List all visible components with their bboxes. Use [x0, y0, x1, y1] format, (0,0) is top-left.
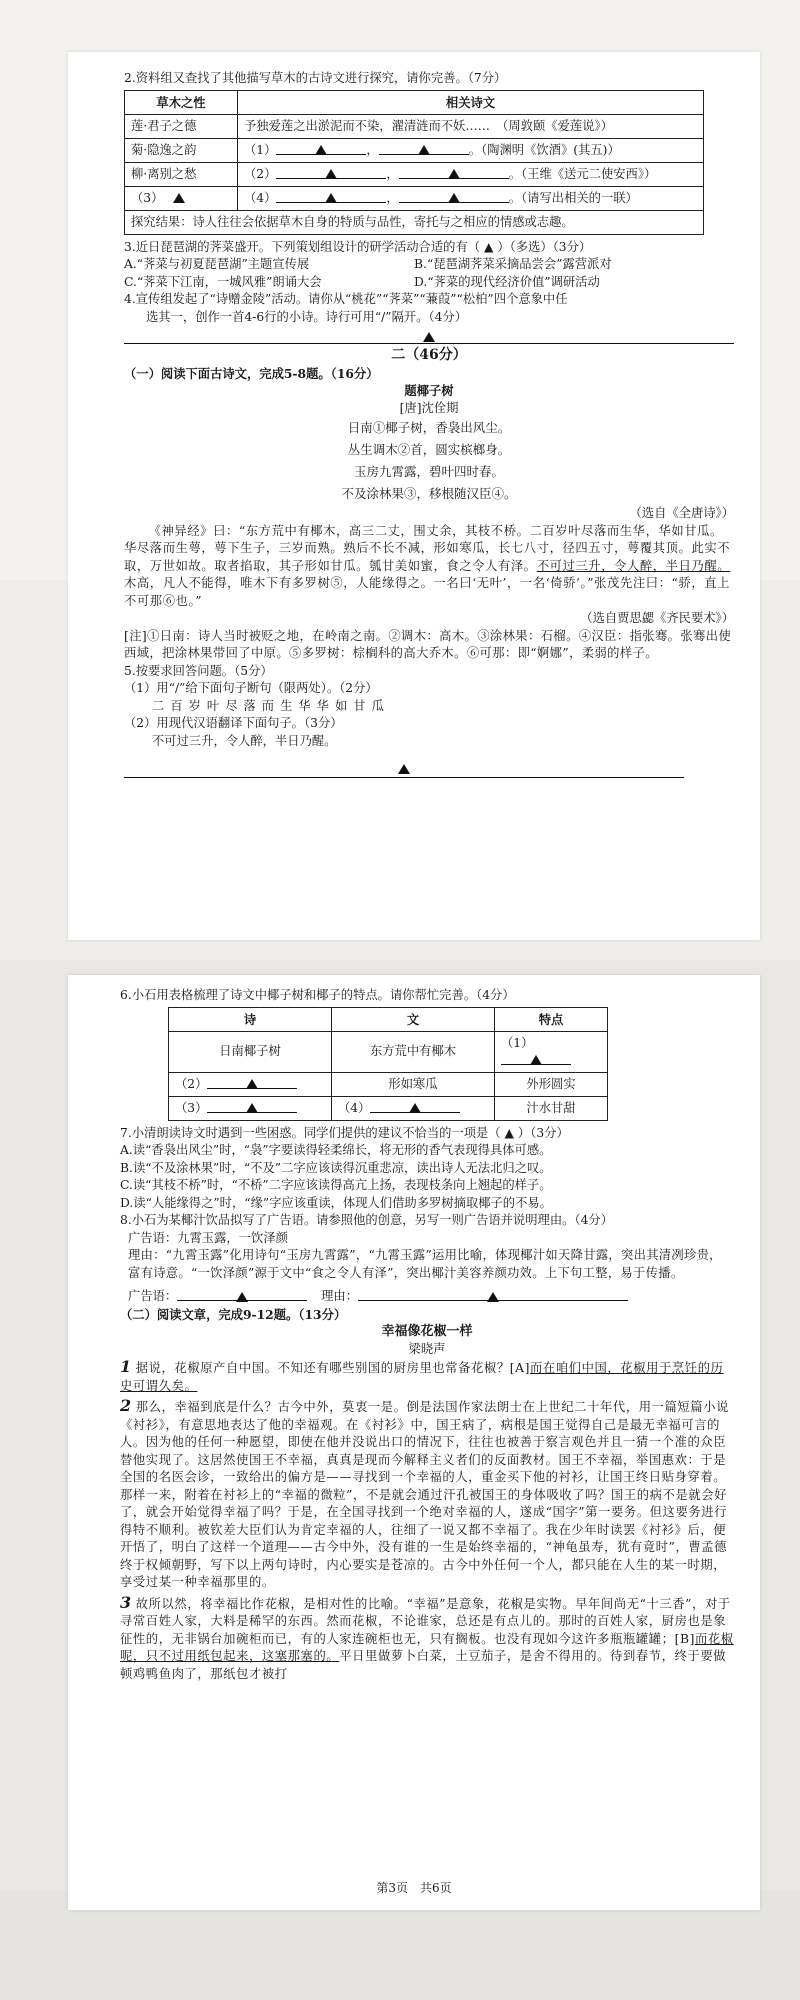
- exam-sheet-bottom: [68, 975, 760, 1910]
- q5-title: 5.按要求回答问题。（5分）: [124, 663, 273, 678]
- q3-option-d[interactable]: D.“荠菜的现代经济价值”调研活动: [414, 274, 600, 289]
- triangle-icon: [423, 332, 435, 342]
- blank-label: （3）: [175, 1100, 208, 1115]
- poem-author: [唐]沈佺期: [399, 400, 459, 415]
- underlined-sentence-b: 而花椒呢，只不过用纸包起来，这塞那塞的。: [120, 1631, 734, 1663]
- essay-author: 梁晓声: [408, 1341, 446, 1356]
- blank-label: （4）: [244, 190, 277, 205]
- q4-answer-area[interactable]: [124, 326, 734, 340]
- q6-cell: 形如寒瓜: [332, 1072, 495, 1096]
- q2-conclusion: 探究结果：诗人往往会依据草木自身的特质与品性，寄托与之相应的情感或志趣。: [125, 210, 704, 234]
- blank-label: （2）: [244, 166, 277, 181]
- blank-label: （3）: [131, 190, 164, 205]
- q2-answer-row-3: （4） ， 。（请写出相关的一联）: [238, 186, 704, 210]
- blank-label: （2）: [175, 1076, 208, 1091]
- q8-answer-row: [120, 1288, 734, 1306]
- q8-sample-ad: 广告语：九霄玉露，一饮泽颜: [128, 1230, 288, 1245]
- q5-1-sentence[interactable]: 二百岁叶尽落而生华华如甘瓜: [152, 698, 390, 713]
- poem-body: [124, 417, 734, 505]
- triangle-icon: [173, 193, 185, 203]
- triangle-icon: [325, 169, 337, 179]
- q2-answer-row-1: （1） ， 。（陶渊明《饮酒》(其五)）: [238, 138, 704, 162]
- answer-blank[interactable]: [379, 142, 469, 155]
- triangle-icon: [487, 1292, 499, 1302]
- part-2-heading: （二）阅读文章，完成9-12题。（13分）: [120, 1306, 347, 1322]
- ad-label: 广告语：: [128, 1289, 178, 1303]
- q2-title: 2.资料组又查找了其他描写草木的古诗文进行探究，请你完善。（7分）: [124, 71, 507, 85]
- answer-blank[interactable]: [399, 190, 509, 203]
- q7-option-c[interactable]: C.读“其枝不桥”时，“不桥”二字应该读得高亢上扬，表现枝条向上翘起的样子。: [120, 1178, 552, 1192]
- q6-answer-1[interactable]: [495, 1031, 608, 1072]
- q6-cell: 日南椰子树: [169, 1031, 332, 1072]
- paragraph-number: 3: [120, 1592, 132, 1612]
- essay-paragraph-2: [120, 1397, 734, 1592]
- q2-cell-3: [125, 186, 238, 210]
- q7-title: 7.小清朗读诗文时遇到一些困惑。同学们提供的建议不恰当的一项是（ ▲ ）（3分）: [120, 1125, 569, 1140]
- q6-answer-4[interactable]: [332, 1096, 495, 1120]
- q6-cell: 东方荒中有椰木: [332, 1031, 495, 1072]
- q2-cell-chrysanthemum: 菊·隐逸之韵: [125, 138, 238, 162]
- blank-source: 。（陶渊明《饮酒》(其五)）: [468, 142, 620, 157]
- q2-answer-row-2: （2） ， 。（王维《送元二使安西》）: [238, 162, 704, 186]
- triangle-icon: [409, 1103, 421, 1113]
- q6-cell: 汁水甘甜: [495, 1096, 608, 1120]
- prose-underlined: 不可过三升，令人醉，半日乃醒。: [536, 558, 731, 573]
- q5-2-sentence: 不可过三升，令人醉，半日乃醒。: [152, 733, 337, 748]
- divider: [124, 343, 734, 344]
- essay-title: 幸福像花椒一样: [381, 1324, 473, 1339]
- q3-title: 3.近日琵琶湖的荠菜盛开。下列策划组设计的研学活动合适的有（ ▲ ）（多选）（3分）: [124, 239, 592, 254]
- q6-cell: 外形圆实: [495, 1072, 608, 1096]
- paragraph-text: 据说，花椒原产自中国。不知还有哪些别国的厨房里也常备花椒？[A]: [135, 1361, 531, 1375]
- triangle-icon: [246, 1079, 258, 1089]
- exam-sheet-top: [68, 52, 760, 940]
- q3-option-a[interactable]: A.“荠菜与初夏琵琶湖”主题宣传展: [124, 257, 310, 271]
- q6-header-prose: 文: [332, 1007, 495, 1031]
- answer-blank[interactable]: [399, 166, 509, 179]
- paragraph-text: 平日里做萝卜白菜，土豆茄子，是舍不得用的。待到春节，终于要做顿鸡鸭鱼肉了，那纸包才被打: [120, 1649, 727, 1681]
- q6-header-poem: 诗: [169, 1007, 332, 1031]
- page-number: 第3页 共6页: [376, 1881, 452, 1895]
- triangle-icon: [315, 145, 327, 155]
- q7-option-a[interactable]: A.读“香袅出风尘”时，“袅”字要读得轻柔绵长，将无形的香气表现得具体可感。: [120, 1143, 552, 1157]
- essay-paragraph-1: [120, 1358, 734, 1395]
- answer-blank[interactable]: [276, 142, 366, 155]
- triangle-icon: [246, 1103, 258, 1113]
- paragraph-text: 故所以然，将幸福比作花椒，是相对性的比喻。“幸福”是意象，花椒是实物。早年间尚无“十三香”，对于寻常百姓人家，大料是稀罕的东西。然而花椒，不论谁家，总还是有点儿的。那时的百姓人家，厨房也是象征性的，无非锅台加碗柜而已，有的人家连碗柜也无，只有搁板。也没有现如今这许多瓶瓶罐罐；[B]: [120, 1596, 731, 1646]
- q6-header-feature: 特点: [495, 1007, 608, 1031]
- poem-source: （选自《全唐诗》）: [629, 506, 734, 520]
- poem-line: 不及涂林果③，移根随汉臣④。: [341, 486, 517, 501]
- q3-options-row-2: [124, 274, 734, 292]
- q6-table: [168, 1007, 608, 1121]
- essay-paragraph-3: [120, 1594, 734, 1684]
- q2-table: [124, 90, 704, 235]
- q7-option-d[interactable]: D.读“人能缘得之”时，“缘”字应该重读，体现人们借助多罗树摘取椰子的不易。: [120, 1195, 552, 1210]
- prose-passage: [124, 523, 734, 611]
- blank-source: 。（王维《送元二使安西》）: [508, 166, 657, 181]
- triangle-icon: [398, 764, 410, 774]
- answer-blank[interactable]: [276, 166, 386, 179]
- q2-cell-willow: 柳·离别之愁: [125, 162, 238, 186]
- prose-text: 《神异经》曰：“东方荒中有椰木，高三二丈，围丈余，其枝不桥。二百岁叶尽落而生华，华如甘瓜。华尽落而生萼，萼下生子，三岁而熟。熟后不长不减，形如寒瓜，长七八寸，径四五寸，萼覆其顶。此实不取，万世如故。取者掐取，其子形如甘瓜。瓠甘美如蜜，食之令人有泽。: [124, 523, 731, 573]
- paragraph-text: 那么，幸福到底是什么？古今中外，莫衷一是。倒是法国作家法朗士在上世纪二十年代，用一篇短篇小说《衬衫》，有意思地表达了他的幸福观。在《衬衫》中，国王病了，病根是国王觉得自己是最无幸福可言的人。因为他的任何一种愿望，即使在他并没说出口的情况下，往往也被善于察言观色并且一猜一个准的众臣替他实现了。这居然使国王不幸福，真真是现而今解释主义者们的反面教材。国王不幸福，举国惠欢：于是全国的名医会诊，一致给出的偏方是——寻找到一个幸福的人，重金买下他的衬衫，让国王终日贴身穿着。那样一来，附着在衬衫上的“幸福的微粒”，不是就会通过汗孔被国王的身体吸收了吗？国王的病不是就会好了，就会开始觉得幸福了吗？于是，在全国寻找到一个绝对幸福的人，遂成“国字”第一要务。但这要务进行得特不顺利。被钦差大臣们认为肯定幸福的人，往细了一说又都不幸福了。我在少年时读罢《衬衫》后，便开悟了，明白了这样一个道理——古今中外，没有谁的一生是始终幸福的，“神龟虽寿，犹有竟时”，曹孟德终于权倾朝野，写下以上两句诗时，内心要实是苍凉的。古今中外任何一个人，都只能在人生的某一时期，享受过某一种幸福那里的。: [120, 1400, 729, 1589]
- paragraph-number: 2: [120, 1396, 132, 1415]
- prose-source: （选自贾思勰《齐民要术》）: [580, 611, 734, 625]
- q5-2: （2）用现代汉语翻译下面句子。（3分）: [124, 716, 343, 730]
- q4-line-2: 选其一，创作一首4-6行的小诗。诗行可用“/”隔开。（4分）: [146, 309, 468, 324]
- q3-option-b[interactable]: B.“琵琶湖荠菜采摘品尝会”露营派对: [414, 257, 612, 271]
- triangle-icon: [448, 169, 460, 179]
- triangle-icon: [325, 193, 337, 203]
- reason-blank[interactable]: [358, 1288, 628, 1301]
- q5-answer-line[interactable]: [124, 758, 684, 778]
- q7-option-b[interactable]: B.读“不及涂林果”时，“不及”二字应该读得沉重悲凉，读出诗人无法北归之叹。: [120, 1160, 552, 1175]
- q6-answer-3[interactable]: [169, 1096, 332, 1120]
- annotation-note: [注]①日南：诗人当时被贬之地，在岭南之南。②调木：高木。③涂林果：石榴。④汉臣：指张骞。张骞出使西域，把涂林果带回了中原。⑤多罗树：棕榈科的高大乔木。⑥可那：即“婀娜”，柔弱的样子。: [124, 628, 732, 660]
- q2-header-nature: 草木之性: [125, 90, 238, 114]
- ad-blank[interactable]: [177, 1288, 307, 1301]
- blank-source: 。（请写出相关的一联）: [508, 190, 638, 205]
- answer-blank[interactable]: [276, 190, 386, 203]
- triangle-icon: [236, 1292, 248, 1302]
- paragraph-number: 1: [120, 1357, 132, 1376]
- poem-line: 日南①椰子树，香袅出风尘。: [347, 420, 511, 435]
- q4-line-1: 4.宣传组发起了“诗赠金陵”活动。请你从“桃花”“荠菜”“蒹葭”“松柏”四个意象中任: [124, 292, 568, 306]
- q5-1: （1）用“/”给下面句子断句（限两处）。（2分）: [124, 681, 378, 695]
- q2-header-poems: 相关诗文: [238, 90, 704, 114]
- triangle-icon: [530, 1055, 542, 1065]
- blank-label: （1）: [501, 1035, 534, 1050]
- q6-answer-2[interactable]: [169, 1072, 332, 1096]
- blank-label: （4）: [338, 1100, 371, 1115]
- q8-title: 8.小石为某椰汁饮品拟写了广告语。请参照他的创意，另写一则广告语并说明理由。（4分）: [120, 1213, 613, 1227]
- triangle-icon: [418, 145, 430, 155]
- q8-sample-reason: 理由：“九霄玉露”化用诗句“玉房九霄露”，“九霄玉露”运用比喻，体现椰汁如天降甘露，突出其清冽珍贵，富有诗意。“一饮泽颜”源于文中“食之令人有泽”，突出椰汁美容养颜功效。上下句工整，易于传播。: [128, 1248, 722, 1280]
- triangle-icon: [448, 193, 460, 203]
- poem-line: 玉房九霄露，碧叶四时春。: [353, 464, 504, 479]
- section-2-heading: 二（46分）: [391, 347, 467, 363]
- part-1-heading: （一）阅读下面古诗文，完成5-8题。（16分）: [124, 365, 379, 381]
- q3-options-row-1: [124, 256, 734, 274]
- q3-option-c[interactable]: C.“荠菜下江南，一城风雅”朗诵大会: [124, 274, 322, 289]
- underlined-sentence-a: 而在咱们中国，花椒用于烹饪的历史可谓久矣。: [120, 1361, 724, 1393]
- q2-cell-lotus: 莲·君子之德: [125, 114, 238, 138]
- prose-text: 木高，凡人不能得，唯木下有多罗树⑤，人能缘得之。一名曰‘无叶’，一名‘倚骄’。”张茂先注曰：“骄，直上不可那⑥也。”: [124, 576, 731, 608]
- poem-line: 丛生调木②首，圆实槟榔身。: [347, 442, 511, 457]
- q2-cell-lotus-poem: 予独爱莲之出淤泥而不染，濯清涟而不妖…… （周敦颐《爱莲说》）: [238, 114, 704, 138]
- blank-label: （1）: [244, 142, 277, 157]
- reason-label: 理由：: [321, 1289, 359, 1303]
- q6-title: 6.小石用表格梳理了诗文中椰子树和椰子的特点。请你帮忙完善。（4分）: [120, 988, 515, 1002]
- poem-title: 题椰子树: [404, 383, 454, 398]
